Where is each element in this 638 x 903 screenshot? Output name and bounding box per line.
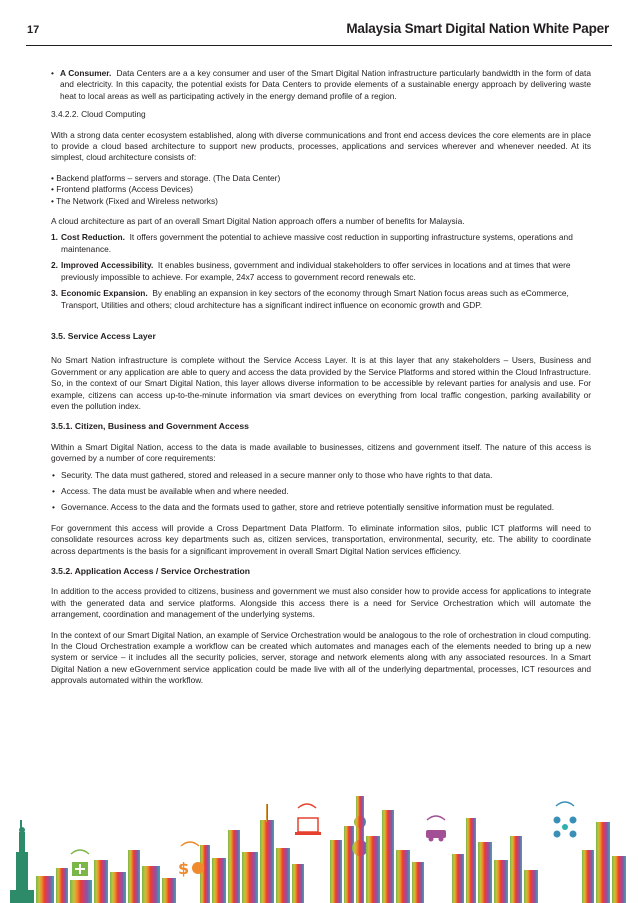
car-wifi-icon — [426, 816, 446, 842]
benefit-item: 1. Cost Reduction. It offers government the potential to achieve massive cost reduction in supporting infrastructure systems, operations and maintenance. — [51, 232, 573, 254]
list-item: • The Network (Fixed and Wireless networks) — [51, 195, 218, 206]
section-text-3-5-2-a: In addition to the access provided to citizens, business and government we must also consider how to provide access for applications to integrate with the generated data and service platforms. Alongside this access there is a need for Service Orchestration which will automate the arrangement, coordination and management of the underlying systems. — [51, 586, 591, 620]
section-text-3-5-1: Within a Smart Digital Nation, access to the data is made available to businesses, citizens and government itself. The nature of this access is governed by a number of core requirements: — [51, 441, 591, 464]
svg-text:$: $ — [178, 859, 190, 878]
list-item: • Security. The data must gathered, stored and released in a secure manner only to those who have rights to that data. — [52, 469, 493, 480]
list-item: • Backend platforms – servers and storage. (The Data Center) — [51, 172, 281, 183]
consumer-label: A Consumer. — [60, 68, 112, 78]
requirements-list — [51, 470, 591, 514]
medical-wifi-icon — [71, 850, 89, 876]
people-network-wifi-icon — [554, 802, 577, 838]
city-skyline-illustration — [0, 790, 638, 903]
header-divider — [26, 45, 612, 46]
section-heading-3-5-2: 3.5.2. Application Access / Service Orchestration — [51, 566, 251, 576]
section-heading-3-5-1: 3.5.1. Citizen, Business and Government Access — [51, 421, 249, 432]
page-header — [0, 0, 638, 52]
cloud-intro: With a strong data center ecosystem established, along with diverse communications and front end access devices the core elements are in place to provide a cloud based architecture to support new products, processes, applications and services wherever and whenever needed. At its simplest, cloud architecture consists of: — [51, 129, 591, 163]
list-item: • Access. The data must be available when and where needed. — [52, 485, 289, 496]
list-item: • Frontend platforms (Access Devices) — [51, 184, 194, 195]
benefit-item: 3. Economic Expansion. By enabling an expansion in key sectors of the economy through Smart Nation focus areas such as eCommerce, Transport, Utilities and others; cloud architecture has a significant indirect influence on economic growth and GDP. — [51, 288, 569, 310]
section-text-3-5-1-b: For government this access will provide a Cross Department Data Platform. To eliminate information silos, public ICT platforms will need to consolidate resources across key departments such as, citizen services, transportation, environmental, security, etc. The ability to coordinate across departments is the basis for a significant improvement in overall Smart Digital Nation services efficiency. — [51, 522, 591, 556]
bullet-dot: • — [51, 68, 54, 78]
section-heading-3-5: 3.5. Service Access Layer — [51, 330, 156, 341]
benefit-item: 2. Improved Accessibility. It enables business, government and individual stakeholders to offer services in locations and at times that were previously impossible to achieve. For example, 24x7 access to government record renewals etc. — [51, 260, 571, 282]
cloud-benefits-intro: A cloud architecture as part of an overall Smart Digital Nation approach offers a number of benefits for Malaysia. — [51, 216, 465, 227]
cloud-heading: 3.4.2.2. Cloud Computing — [51, 109, 146, 120]
section-text-3-5: No Smart Nation infrastructure is complete without the Service Access Layer. It is at this layer that any stakeholders – Users, Business and Government or any application are able to query and access the data provided by the Service Platforms and stored within the Cloud Infrastructure. So, in the context of our Smart Digital Nation, this layer allows diverse information to be accessible by relevant parties for analysis and use. For example, citizens can access up-to-the-minute information via smart devices on everything from local traffic congestion, parking availability or even the pollution index. — [51, 355, 591, 411]
consumer-bullet — [51, 68, 591, 102]
consumer-text: Data Centers are a a key consumer and user of the Smart Digital Nation infrastructure particularly bandwidth in the form of data and electricity. In this capacity, the potential exists for Data Centers to provide elements of a sustainable energy approach by delivering waste heat to local areas as well as participating actively in the energy demand profile of a region. — [60, 68, 592, 101]
page-content — [51, 68, 591, 687]
benefits-list — [51, 232, 591, 310]
document-title: Malaysia Smart Digital Nation White Paper — [346, 21, 609, 36]
laptop-wifi-icon — [295, 804, 321, 835]
page-number: 17 — [27, 24, 40, 36]
cloud-list — [51, 173, 591, 207]
statue-of-liberty-icon — [10, 820, 34, 903]
skyline-buildings — [36, 796, 626, 903]
section-text-3-5-2-b: In the context of our Smart Digital Nation, an example of Service Orchestration would be analogous to the role of orchestration in cloud computing. In the Cloud Orchestration example a workflow can be created which automates and manages each of the elements needed to bring up a new system or service – it includes all the security policies, server, storage and network elements along with any associated resources. In a Smart Digital Nation a new eGovernment service application could be made live with all of the underlying departmental, processes, ICT resources and approvals automated within the workflow. — [51, 629, 591, 686]
list-item: • Governance. Access to the data and the formats used to gather, store and retrieve potentially sensitive information must be regulated. — [52, 502, 555, 513]
